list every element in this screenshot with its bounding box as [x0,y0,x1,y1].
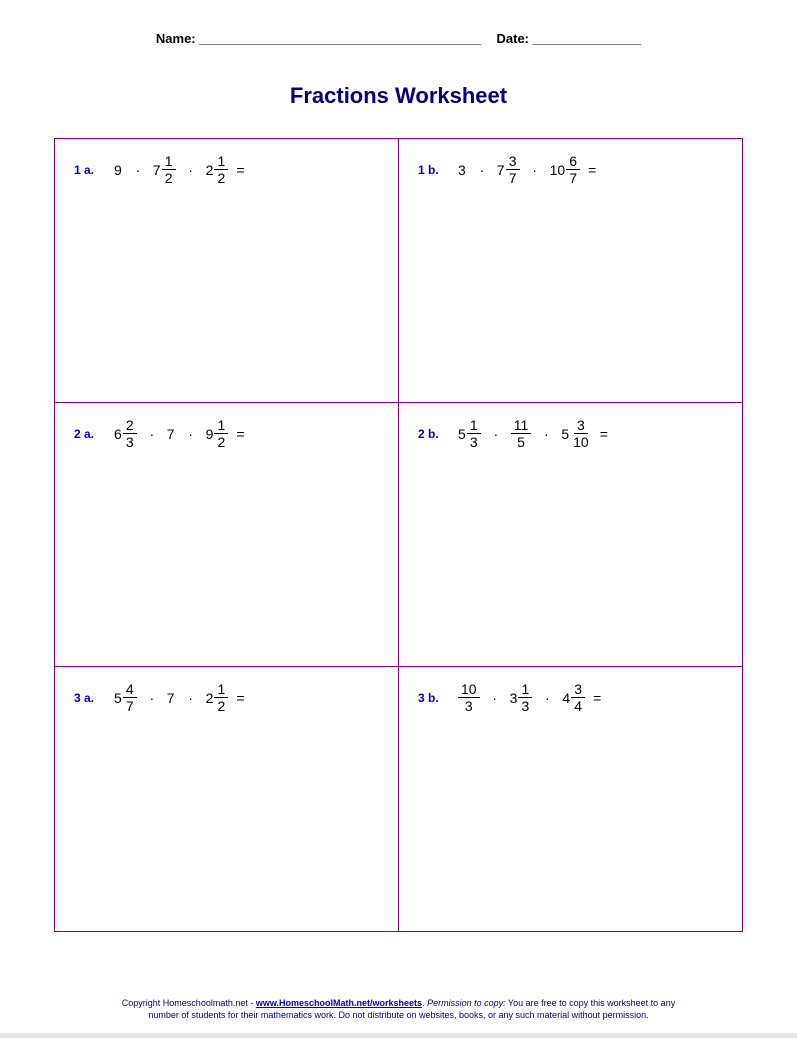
permission-text-1: You are free to copy this worksheet to any [505,998,676,1008]
denominator: 7 [569,170,578,186]
permission-label: Permission to copy: [427,998,506,1008]
multiply-operator: · [492,689,497,706]
numerator: 1 [162,153,176,170]
problem-label: 3 a. [74,690,95,705]
problem-expression [74,681,245,714]
mixed-number [114,162,123,178]
problem-cell[interactable] [55,667,399,931]
fraction [162,153,176,186]
mixed-number [114,681,137,714]
numerator: 11 [511,417,532,434]
denominator: 3 [469,434,478,450]
denominator: 10 [573,434,589,450]
multiply-operator: · [188,689,193,706]
mixed-number [497,153,520,186]
name-date-line [0,31,797,46]
multiply-operator: · [149,425,155,442]
whole-number: 2 [205,161,214,178]
numerator: 1 [214,417,228,434]
denominator: 2 [217,434,226,450]
whole-number: 7 [166,425,175,442]
multiply-operator: · [479,161,485,178]
whole-number: 2 [205,689,214,706]
mixed-number [153,153,176,186]
problem-label: 1 b. [418,162,439,177]
whole-number: 7 [166,689,175,706]
equals-sign: = [236,689,245,706]
fraction [123,417,137,450]
numerator: 4 [123,681,137,698]
mixed-number [206,681,229,714]
fraction [566,153,580,186]
numerator: 3 [506,153,520,170]
problem-cell[interactable] [399,139,742,403]
whole-number: 7 [496,161,505,178]
equals-sign: = [236,425,245,442]
fraction [458,681,480,714]
mixed-number [458,162,467,178]
mixed-number [206,153,229,186]
problem-cell[interactable] [399,403,742,667]
mixed-number [458,681,480,714]
problem-cell[interactable] [55,403,399,667]
mixed-number [458,417,481,450]
numerator: 3 [574,417,588,434]
footer-line-1 [0,997,797,1009]
fraction [214,153,228,186]
whole-number: 5 [561,425,570,442]
whole-number: 3 [509,689,518,706]
problem-cell[interactable] [55,139,399,403]
fraction [518,681,532,714]
fraction [506,153,520,186]
mixed-number [167,690,176,706]
problem-grid [54,138,743,932]
worksheets-link[interactable]: www.HomeschoolMath.net/worksheets [255,998,423,1008]
denominator: 5 [517,434,525,450]
numerator: 10 [458,681,480,698]
denominator: 3 [464,698,473,714]
whole-number: 4 [562,689,571,706]
problem-expression [418,153,596,186]
problem-expression [418,681,601,714]
multiply-operator: · [544,425,549,442]
fraction [511,417,532,450]
denominator: 4 [574,698,583,714]
problem-expression [74,153,245,186]
equals-sign: = [599,425,608,442]
numerator: 1 [214,681,228,698]
fraction [570,417,592,450]
denominator: 7 [125,698,134,714]
copyright-footer [0,997,797,1021]
date-blank[interactable]: _______________ [532,31,642,46]
denominator: 2 [217,698,226,714]
equals-sign: = [588,161,597,178]
equals-sign: = [236,161,245,178]
denominator: 2 [217,170,226,186]
numerator: 1 [518,681,532,698]
mixed-number [561,417,591,450]
page-bottom-strip [0,1033,797,1038]
whole-number: 6 [114,425,122,442]
whole-number: 7 [152,161,161,178]
problem-label: 2 b. [418,426,439,441]
multiply-operator: · [493,425,499,442]
fraction [571,681,585,714]
whole-number: 9 [114,161,122,178]
multiply-operator: · [545,689,550,706]
name-label: Name: [155,31,196,46]
whole-number: 9 [205,425,214,442]
whole-number: 5 [114,689,122,706]
date-label: Date: [496,31,530,46]
problem-expression [74,417,245,450]
problem-label: 3 b. [418,690,439,705]
mixed-number [511,417,532,450]
mixed-number [510,681,533,714]
multiply-operator: · [149,689,155,706]
fraction [467,417,481,450]
numerator: 2 [123,417,137,434]
numerator: 6 [566,153,580,170]
numerator: 3 [571,681,585,698]
mixed-number [206,417,229,450]
multiply-operator: · [188,161,193,178]
whole-number: 10 [549,161,566,178]
footer-line-2: number of students for their mathematics work. Do not distribute on websites, books, or any such material without permission. [148,1010,649,1020]
numerator: 1 [467,417,481,434]
mixed-number [114,417,137,450]
equals-sign: = [593,689,602,706]
worksheet-title: Fractions Worksheet [289,83,508,108]
fraction [214,681,228,714]
whole-number: 3 [458,161,466,178]
fraction [123,681,137,714]
copyright-text: Copyright Homeschoolmath.net - [121,998,256,1008]
mixed-number [562,681,585,714]
name-blank[interactable]: _______________________________________ [199,31,482,46]
fraction [214,417,228,450]
problem-label: 1 a. [74,162,95,177]
whole-number: 5 [458,425,466,442]
mixed-number [550,153,581,186]
problem-label: 2 a. [74,426,95,441]
footer-period: . [422,998,428,1008]
multiply-operator: · [188,425,193,442]
problem-cell[interactable] [399,667,742,931]
numerator: 1 [214,153,228,170]
denominator: 3 [521,698,530,714]
denominator: 2 [164,170,173,186]
mixed-number [167,426,176,442]
problem-expression [418,417,608,450]
denominator: 7 [508,170,517,186]
denominator: 3 [125,434,134,450]
multiply-operator: · [532,161,537,178]
multiply-operator: · [135,161,141,178]
